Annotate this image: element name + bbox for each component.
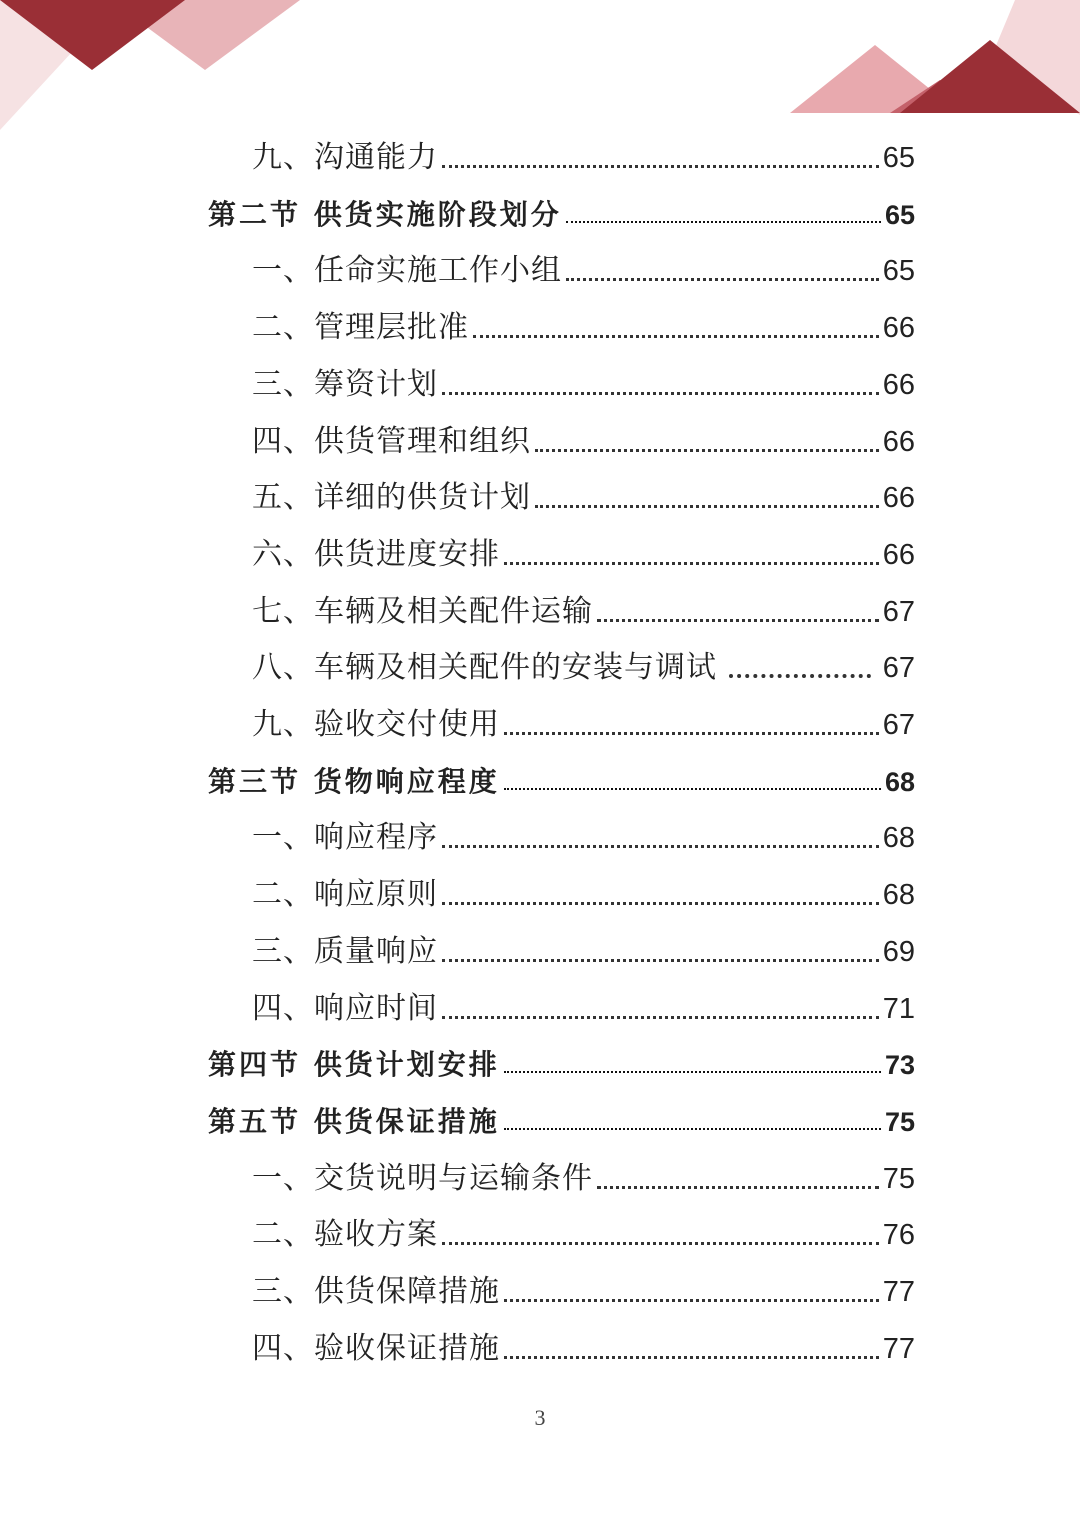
toc-leader-dots bbox=[504, 788, 881, 790]
toc-entry-page: 76 bbox=[882, 1219, 915, 1252]
toc-entry-label: 二、管理层批准 bbox=[252, 310, 469, 346]
toc-entry-page: 66 bbox=[882, 425, 915, 458]
toc-entry-page: 67 bbox=[882, 652, 915, 685]
toc-entry[interactable] bbox=[252, 932, 915, 972]
toc-leader-dots bbox=[535, 449, 879, 452]
toc-leader-dots bbox=[729, 674, 871, 678]
toc-leader-dots bbox=[566, 278, 879, 281]
toc-leader-dots bbox=[566, 221, 881, 223]
toc-entry[interactable] bbox=[252, 478, 915, 518]
toc-leader-dots bbox=[597, 1186, 879, 1189]
toc-entry-label: 五、详细的供货计划 bbox=[252, 480, 531, 516]
toc-leader-dots bbox=[535, 505, 879, 508]
toc-entry-page: 65 bbox=[882, 142, 915, 174]
toc-leader-dots bbox=[442, 845, 879, 848]
toc-entry-page: 67 bbox=[882, 595, 915, 628]
toc-entry-page: 65 bbox=[884, 199, 915, 230]
toc-section-entry[interactable] bbox=[208, 1102, 915, 1142]
toc-entry[interactable] bbox=[252, 648, 915, 688]
toc-entry-label: 六、供货进度安排 bbox=[252, 536, 500, 572]
toc-leader-dots bbox=[504, 1128, 881, 1130]
toc-entry-page: 68 bbox=[882, 822, 915, 855]
toc-entry-label: 三、质量响应 bbox=[252, 933, 438, 969]
toc-leader-dots bbox=[597, 619, 879, 622]
toc-entry-page: 66 bbox=[882, 368, 915, 401]
toc-leader-dots bbox=[442, 902, 879, 905]
toc-entry[interactable] bbox=[252, 1272, 915, 1312]
toc-entry-page: 73 bbox=[884, 1050, 915, 1081]
toc-entry[interactable] bbox=[252, 818, 915, 858]
toc-entry-label: 四、供货管理和组织 bbox=[252, 423, 531, 459]
toc-section-entry[interactable] bbox=[208, 1045, 915, 1085]
toc-entry[interactable] bbox=[252, 251, 915, 291]
toc-entry-page: 71 bbox=[882, 992, 915, 1025]
toc-entry-page: 65 bbox=[882, 255, 915, 288]
toc-entry-page: 68 bbox=[884, 766, 915, 797]
toc-entry-label: 四、验收保证措施 bbox=[252, 1330, 500, 1366]
toc-leader-dots bbox=[473, 335, 879, 338]
toc-entry-page: 69 bbox=[882, 935, 915, 968]
toc-entry[interactable] bbox=[252, 365, 915, 405]
toc-entry-label: 第四节 供货计划安排 bbox=[208, 1048, 500, 1082]
toc-entry[interactable] bbox=[252, 989, 915, 1029]
toc-entry-page: 77 bbox=[882, 1332, 915, 1365]
toc-entry[interactable] bbox=[252, 1159, 915, 1199]
toc-entry[interactable] bbox=[252, 1215, 915, 1255]
toc-entry-label: 二、响应原则 bbox=[252, 877, 438, 913]
toc-entry[interactable] bbox=[252, 592, 915, 632]
toc-entry[interactable] bbox=[252, 705, 915, 745]
toc-entry-page: 66 bbox=[882, 538, 915, 571]
toc-entry-label: 三、供货保障措施 bbox=[252, 1274, 500, 1309]
toc-entry-page: 68 bbox=[882, 879, 915, 912]
toc-leader-dots bbox=[442, 1242, 879, 1245]
toc-entry-label: 第二节 供货实施阶段划分 bbox=[208, 197, 562, 231]
toc-entry-label: 三、筹资计划 bbox=[252, 366, 438, 402]
toc-leader-dots bbox=[442, 959, 879, 962]
toc-entry[interactable] bbox=[252, 422, 915, 462]
toc-entry-label: 九、沟通能力 bbox=[252, 140, 438, 175]
toc-entry-page: 66 bbox=[882, 482, 915, 515]
toc-entry-page: 77 bbox=[882, 1276, 915, 1308]
toc-entry-label: 七、车辆及相关配件运输 bbox=[252, 593, 593, 629]
toc-entry-label: 八、车辆及相关配件的安装与调试 bbox=[252, 650, 717, 686]
toc-section-entry[interactable] bbox=[208, 762, 915, 802]
toc-entry[interactable] bbox=[252, 308, 915, 348]
toc-leader-dots bbox=[504, 562, 879, 565]
toc-entry-label: 二、验收方案 bbox=[252, 1217, 438, 1253]
toc-entry-page: 67 bbox=[882, 709, 915, 741]
toc-entry-label: 四、响应时间 bbox=[252, 990, 438, 1026]
toc-entry-page: 66 bbox=[882, 312, 915, 345]
toc-section-entry[interactable] bbox=[208, 195, 915, 235]
toc-entry-label: 一、任命实施工作小组 bbox=[252, 253, 562, 289]
toc-entry[interactable] bbox=[252, 875, 915, 915]
toc-entry-label: 九、验收交付使用 bbox=[252, 707, 500, 742]
toc-leader-dots bbox=[442, 392, 879, 395]
toc-entry[interactable] bbox=[252, 535, 915, 575]
toc-entry-page: 75 bbox=[884, 1106, 915, 1137]
toc-leader-dots bbox=[504, 1299, 879, 1302]
toc-entry[interactable] bbox=[252, 138, 915, 178]
toc-entry-label: 一、响应程序 bbox=[252, 820, 438, 856]
toc-entry-page: 75 bbox=[882, 1162, 915, 1195]
toc-entry-label: 第三节 货物响应程度 bbox=[208, 764, 500, 798]
page-number: 3 bbox=[534, 1405, 546, 1430]
toc-leader-dots bbox=[504, 732, 879, 735]
header-decoration bbox=[0, 0, 1080, 130]
toc-leader-dots bbox=[442, 165, 879, 168]
toc-entry-label: 一、交货说明与运输条件 bbox=[252, 1160, 593, 1196]
toc-entry-label: 第五节 供货保证措施 bbox=[208, 1104, 500, 1138]
toc-leader-dots bbox=[504, 1356, 879, 1359]
toc-leader-dots bbox=[442, 1016, 879, 1019]
toc-leader-dots bbox=[504, 1071, 881, 1073]
toc-entry[interactable] bbox=[252, 1329, 915, 1369]
